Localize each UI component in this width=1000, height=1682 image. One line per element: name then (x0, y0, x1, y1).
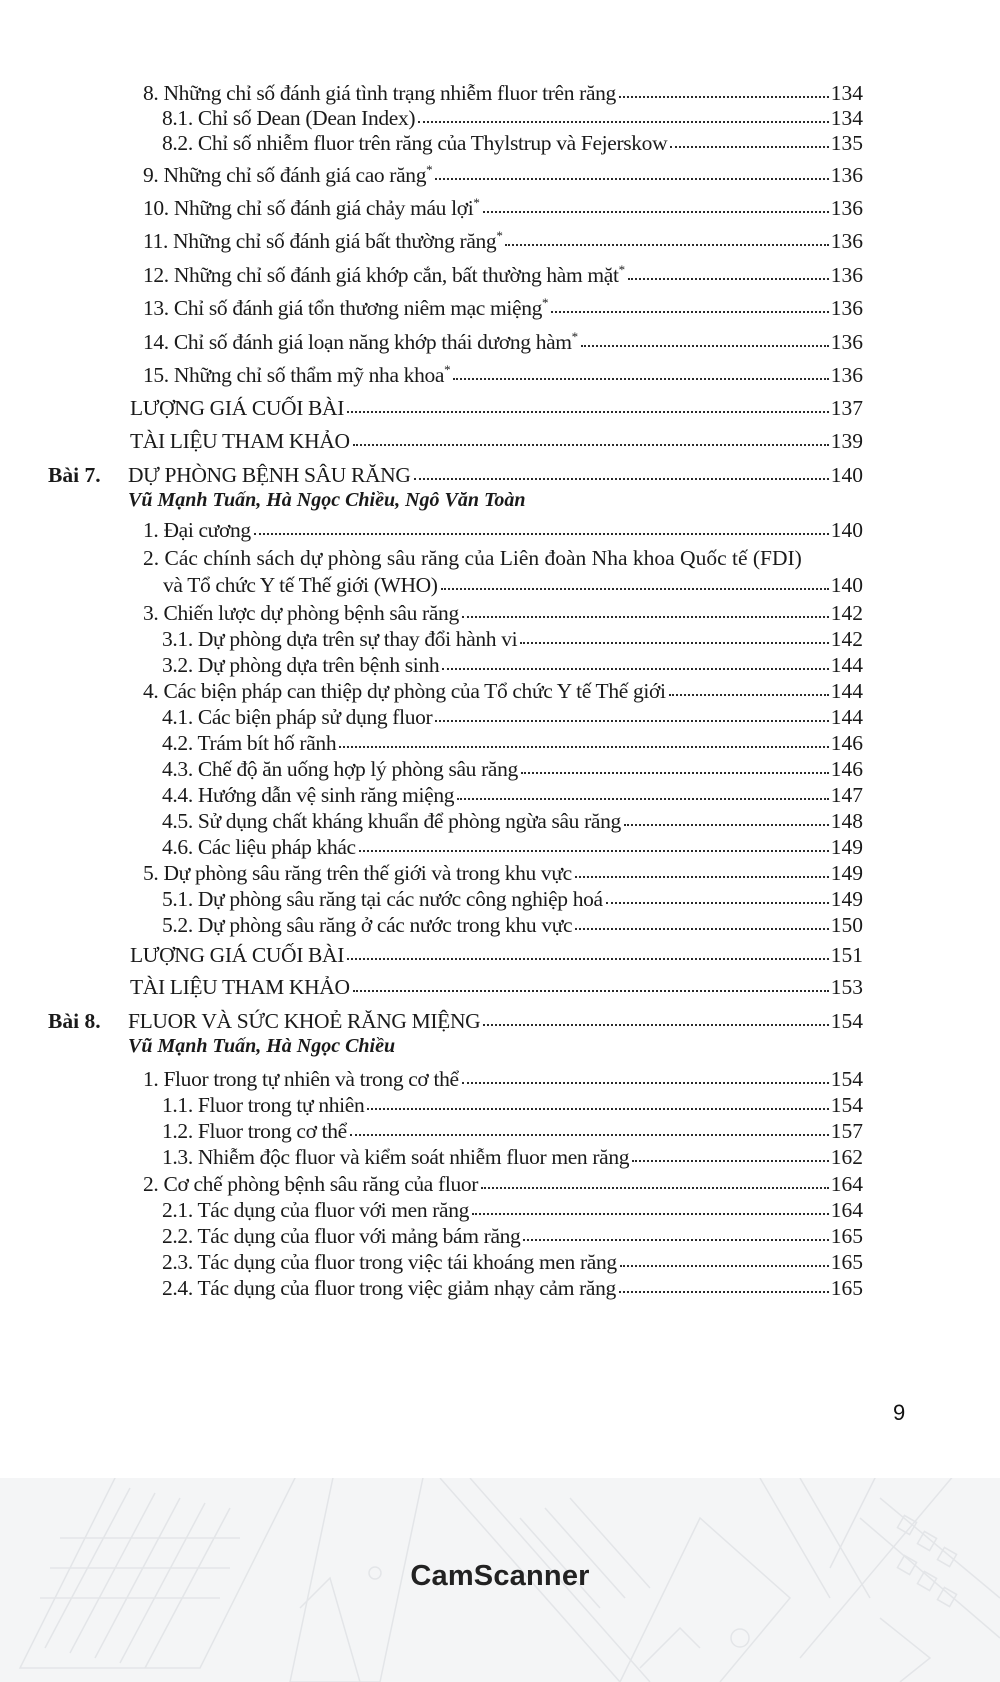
label-text: 15. Những chỉ số thẩm mỹ nha khoa (143, 363, 445, 387)
toc-entry[interactable] (143, 162, 863, 188)
toc-entry-page: 137 (830, 396, 863, 420)
dot-leader (632, 1160, 829, 1162)
chapter-title: DỰ PHÒNG BỆNH SÂU RĂNG (128, 463, 411, 487)
toc-entry[interactable] (130, 395, 863, 421)
toc-entry[interactable] (143, 80, 863, 106)
toc-entry-label: 4.5. Sử dụng chất kháng khuẩn để phòng ngừa sâu răng (162, 809, 621, 833)
toc-entry-page: 165 (830, 1250, 863, 1274)
toc-entry-page: 165 (830, 1224, 863, 1248)
toc-entry-page: 148 (830, 809, 863, 833)
toc-entry-page: 164 (830, 1172, 863, 1196)
toc-entry-label: 1.1. Fluor trong tự nhiên (162, 1093, 365, 1117)
toc-entry[interactable] (162, 105, 863, 131)
toc-entry-page: 136 (830, 163, 863, 187)
toc-entry[interactable] (143, 600, 863, 626)
toc-entry-page: 149 (830, 861, 863, 885)
toc-entry[interactable] (143, 678, 863, 704)
dot-leader (619, 96, 829, 98)
chapter-number: Bài 7. (48, 463, 101, 487)
toc-entry[interactable] (143, 295, 863, 321)
toc-entry[interactable] (162, 1223, 863, 1249)
toc-entry[interactable] (163, 572, 863, 598)
chapter-title: FLUOR VÀ SỨC KHOẺ RĂNG MIỆNG (128, 1009, 481, 1033)
toc-entry[interactable] (162, 756, 863, 782)
page-number: 9 (893, 1400, 906, 1425)
toc-entry-label: 2.3. Tác dụng của fluor trong việc tái khoáng men răng (162, 1250, 617, 1274)
toc-entry-label: 4.1. Các biện pháp sử dụng fluor (162, 705, 433, 729)
toc-entry[interactable] (130, 942, 863, 968)
toc-entry-page: 136 (830, 363, 863, 387)
dot-leader (551, 311, 829, 313)
toc-entry-label: 1.3. Nhiễm độc fluor và kiểm soát nhiễm fluor men răng (162, 1145, 630, 1169)
dot-leader (624, 824, 829, 826)
toc-entry-page: 150 (830, 913, 863, 937)
toc-entry[interactable] (162, 730, 863, 756)
toc-entry[interactable] (143, 228, 863, 254)
toc-entry[interactable] (162, 1197, 863, 1223)
toc-entry[interactable] (130, 974, 863, 1000)
dot-leader (254, 533, 829, 535)
toc-entry[interactable] (162, 130, 863, 156)
toc-entry-page: 134 (830, 81, 863, 105)
star-mark: * (571, 328, 578, 344)
toc-entry-label (143, 295, 548, 321)
toc-entry-label: 4. Các biện pháp can thiệp dự phòng của Tổ chức Y tế Thế giới (143, 679, 666, 703)
dot-leader (339, 746, 829, 748)
toc-entry-page: 162 (830, 1145, 863, 1169)
toc-entry-label (143, 329, 578, 355)
chapter-page: 154 (830, 1009, 863, 1033)
toc-entry-page: 136 (830, 196, 863, 220)
image-outline-shape (620, 1518, 790, 1682)
toc-entry-page: 149 (830, 887, 863, 911)
star-mark: * (496, 227, 503, 243)
chapter-heading[interactable] (48, 462, 863, 488)
star-mark: * (426, 161, 433, 177)
toc-entry-label: TÀI LIỆU THAM KHẢO (130, 429, 350, 453)
toc-entry-label: và Tổ chức Y tế Thế giới (WHO) (163, 573, 438, 597)
star-mark: * (618, 261, 625, 277)
toc-entry[interactable] (143, 1066, 863, 1092)
star-mark: * (542, 294, 549, 310)
dot-leader (441, 588, 829, 590)
toc-entry-label: LƯỢNG GIÁ CUỐI BÀI (130, 943, 345, 967)
toc-entry-page: 164 (830, 1198, 863, 1222)
toc-entry-label: 1. Đại cương (143, 518, 251, 542)
dot-leader (435, 720, 828, 722)
toc-entry-label: 5.1. Dự phòng sâu răng tại các nước công nghiệp hoá (162, 887, 603, 911)
label-text: 12. Những chỉ số đánh giá khớp cắn, bất thường hàm mặt (143, 263, 619, 287)
toc-entry[interactable] (162, 782, 863, 808)
toc-entry[interactable] (162, 808, 863, 834)
toc-entry-label: 8.2. Chỉ số nhiễm fluor trên răng của Thylstrup và Fejerskow (162, 131, 668, 155)
toc-entry-page: 144 (830, 705, 863, 729)
dot-leader (505, 244, 828, 246)
toc-entry-page: 142 (830, 601, 863, 625)
toc-entry-page: 134 (830, 106, 863, 130)
dot-leader (575, 928, 829, 930)
dot-leader (669, 694, 829, 696)
toc-entry-label: 4.4. Hướng dẫn vệ sinh răng miệng (162, 783, 455, 807)
toc-entry-page: 154 (830, 1067, 863, 1091)
toc-entry[interactable] (162, 626, 863, 652)
toc-entry-page: 136 (830, 330, 863, 354)
dot-leader (359, 850, 829, 852)
dot-leader (523, 1239, 828, 1241)
toc-entry-label: 3.1. Dự phòng dựa trên sự thay đổi hành vi (162, 627, 518, 651)
toc-entry[interactable] (143, 517, 863, 543)
toc-entry-page: 144 (830, 679, 863, 703)
toc-entry-label (143, 362, 450, 388)
toc-entry[interactable] (162, 834, 863, 860)
toc-entry-label: 8.1. Chỉ số Dean (Dean Index) (162, 106, 416, 130)
chapter-page: 140 (830, 463, 863, 487)
dot-leader (353, 444, 829, 446)
toc-entry-page: 154 (830, 1093, 863, 1117)
toc-entry-page: 146 (830, 731, 863, 755)
toc-entry-label: 3. Chiến lược dự phòng bệnh sâu răng (143, 601, 459, 625)
toc-entry-label: 4.2. Trám bít hố rãnh (162, 731, 337, 755)
chapter-authors: Vũ Mạnh Tuấn, Hà Ngọc Chiều, Ngô Văn Toàn (128, 489, 526, 511)
dot-leader (619, 1291, 829, 1293)
dot-leader (521, 772, 829, 774)
toc-entry[interactable] (162, 1249, 863, 1275)
dot-leader (414, 478, 829, 480)
dot-leader (442, 668, 829, 670)
dot-leader (435, 178, 828, 180)
toc-entry[interactable] (143, 195, 863, 221)
toc-entry-page: 136 (830, 296, 863, 320)
dot-leader (481, 1187, 829, 1189)
toc-entry[interactable] (162, 1144, 863, 1170)
toc-entry-page: 146 (830, 757, 863, 781)
dot-leader (483, 211, 829, 213)
toc-entry-page: 147 (830, 783, 863, 807)
dot-leader (483, 1024, 828, 1026)
toc-entry-page: 139 (830, 429, 863, 453)
toc-entry-label: 5.2. Dự phòng sâu răng ở các nước trong khu vực (162, 913, 573, 937)
dot-leader (353, 990, 829, 992)
toc-entry-page: 135 (830, 131, 863, 155)
toc-entry-page: 142 (830, 627, 863, 651)
dot-leader (462, 1082, 829, 1084)
toc-entry-label: LƯỢNG GIÁ CUỐI BÀI (130, 396, 345, 420)
label-text: 13. Chỉ số đánh giá tổn thương niêm mạc miệng (143, 296, 542, 320)
toc-entry-page: 165 (830, 1276, 863, 1300)
toc-entry-label-line1[interactable]: 2. Các chính sách dự phòng sâu răng của Liên đoàn Nha khoa Quốc tế (FDI) (143, 546, 802, 570)
dot-leader (606, 902, 829, 904)
toc-entry-page: 144 (830, 653, 863, 677)
toc-entry[interactable] (143, 1171, 863, 1197)
toc-entry-page: 157 (830, 1119, 863, 1143)
toc-entry[interactable] (162, 704, 863, 730)
toc-entry[interactable] (130, 428, 863, 454)
toc-entry-label: 2.4. Tác dụng của fluor trong việc giảm nhạy cảm răng (162, 1276, 616, 1300)
toc-entry-label: 5. Dự phòng sâu răng trên thế giới và trong khu vực (143, 861, 572, 885)
toc-entry-label: 1.2. Fluor trong cơ thể (162, 1119, 347, 1143)
toc-entry-label: 2.1. Tác dụng của fluor với men răng (162, 1198, 470, 1222)
toc-entry-page: 151 (830, 943, 863, 967)
chapter-heading[interactable] (48, 1008, 863, 1034)
dot-leader (575, 876, 829, 878)
star-mark: * (444, 361, 451, 377)
toc-entry[interactable] (143, 860, 863, 886)
dot-leader (472, 1213, 829, 1215)
toc-entry-label (143, 228, 502, 254)
toc-entry-label: 2. Cơ chế phòng bệnh sâu răng của fluor (143, 1172, 479, 1196)
dot-leader (418, 121, 829, 123)
dot-leader (350, 1134, 829, 1136)
toc-entry-page: 136 (830, 263, 863, 287)
dot-leader (347, 411, 829, 413)
toc-entry[interactable] (143, 362, 863, 388)
chapter-number: Bài 8. (48, 1009, 101, 1033)
toc-entry-label: 1. Fluor trong tự nhiên và trong cơ thể (143, 1067, 459, 1091)
toc-entry-label: TÀI LIỆU THAM KHẢO (130, 975, 350, 999)
toc-entry-label: 8. Những chỉ số đánh giá tình trạng nhiễm fluor trên răng (143, 81, 616, 105)
toc-entry-page: 140 (830, 573, 863, 597)
toc-entry[interactable] (143, 262, 863, 288)
toc-entry-label: 2.2. Tác dụng của fluor với mảng bám răng (162, 1224, 521, 1248)
label-text: 10. Những chỉ số đánh giá chảy máu lợi (143, 196, 474, 220)
dot-leader (581, 345, 829, 347)
toc-entry-page: 153 (830, 975, 863, 999)
dot-leader (453, 378, 829, 380)
toc-entry[interactable] (162, 1118, 863, 1144)
toc-entry[interactable] (143, 329, 863, 355)
toc-entry-label (143, 162, 432, 188)
chapter-authors: Vũ Mạnh Tuấn, Hà Ngọc Chiều (128, 1035, 396, 1057)
toc-entry-page: 149 (830, 835, 863, 859)
star-mark: * (473, 194, 480, 210)
dot-leader (628, 278, 829, 280)
dot-leader (457, 798, 829, 800)
dot-leader (520, 642, 828, 644)
scanner-footer (0, 1478, 1000, 1682)
toc-entry-page: 136 (830, 229, 863, 253)
camscanner-brand: CamScanner (410, 1560, 590, 1592)
toc-entry[interactable] (162, 1275, 863, 1301)
dot-leader (367, 1108, 828, 1110)
toc-entry-label: 4.6. Các liệu pháp khác (162, 835, 356, 859)
toc-entry-label (143, 195, 480, 221)
dot-leader (670, 146, 828, 148)
label-text: 9. Những chỉ số đánh giá cao răng (143, 163, 427, 187)
toc-entry-page: 140 (830, 518, 863, 542)
dot-leader (462, 616, 829, 618)
dot-leader (620, 1265, 829, 1267)
toc-entry[interactable] (162, 912, 863, 938)
toc-entry-label: 3.2. Dự phòng dựa trên bệnh sinh (162, 653, 440, 677)
dot-leader (347, 958, 829, 960)
label-text: 14. Chỉ số đánh giá loạn năng khớp thái dương hàm (143, 330, 572, 354)
label-text: 11. Những chỉ số đánh giá bất thường răng (143, 229, 497, 253)
toc-entry-label (143, 262, 625, 288)
toc-entry[interactable] (162, 886, 863, 912)
toc-entry-label: 4.3. Chế độ ăn uống hợp lý phòng sâu răng (162, 757, 518, 781)
toc-entry[interactable] (162, 1092, 863, 1118)
toc-entry[interactable] (162, 652, 863, 678)
